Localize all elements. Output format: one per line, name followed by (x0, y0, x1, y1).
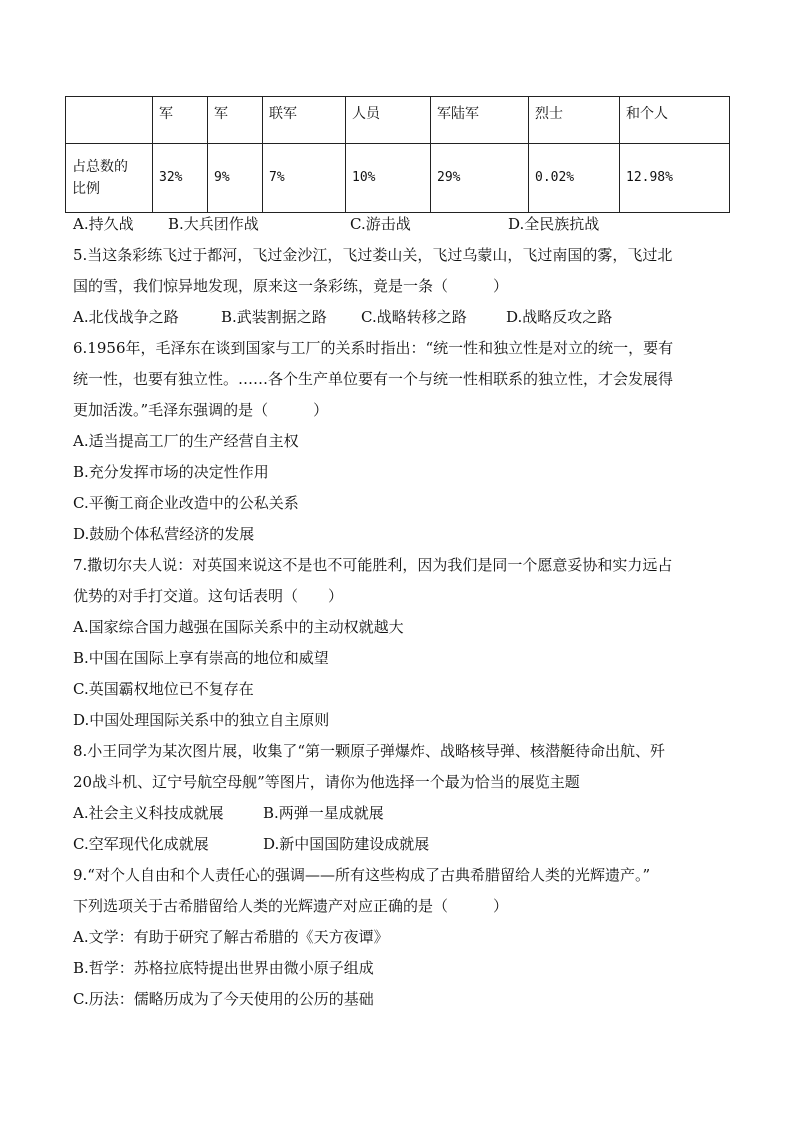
table-header-cell: 军 (208, 97, 263, 144)
option-a: A.持久战 (73, 215, 134, 233)
table-cell: 12.98% (620, 144, 730, 213)
option-b: B.大兵团作战 (168, 215, 259, 233)
q9-option-a: A.文学：有助于研究了解古希腊的《天方夜谭》 (73, 928, 389, 946)
q9-option-b: B.哲学：苏格拉底特提出世界由微小原子组成 (73, 959, 374, 977)
table-header-cell: 和个人 (620, 97, 730, 144)
q7-option-a: A.国家综合国力越强在国际关系中的主动权就越大 (73, 618, 404, 636)
q7-option-c: C.英国霸权地位已不复存在 (73, 680, 254, 698)
q6-stem-line: 统一性，也要有独立性。……各个生产单位要有一个与统一性相联系的独立性，才会发展得 (73, 370, 674, 388)
option-a: A.北伐战争之路 (73, 308, 179, 326)
row-label-line: 比例 (72, 181, 100, 197)
q8-options-row1 (73, 803, 733, 823)
q6-option-d: D.鼓励个体私营经济的发展 (73, 525, 255, 543)
table-cell: 29% (431, 144, 529, 213)
q9-stem-line: 9.“对个人自由和个人责任心的强调——所有这些构成了古典希腊留给人类的光辉遗产。” (73, 866, 651, 884)
q6-option-b: B.充分发挥市场的决定性作用 (73, 463, 269, 481)
option-d: D.全民族抗战 (508, 215, 600, 233)
table-header-cell (66, 97, 153, 144)
casualty-table (65, 96, 730, 213)
option-c: C.游击战 (350, 215, 411, 233)
q8-stem-line: 20战斗机、辽宁号航空母舰”等图片，请你为他选择一个最为恰当的展览主题 (73, 773, 580, 791)
q6-stem-line: 更加活泼。”毛泽东强调的是（ ） (73, 401, 329, 419)
option-d: D.新中国国防建设成就展 (263, 835, 430, 853)
q6-option-c: C.平衡工商企业改造中的公私关系 (73, 494, 299, 512)
table-row-label (66, 144, 153, 213)
option-d: D.战略反攻之路 (506, 308, 613, 326)
table-header-cell: 军陆军 (431, 97, 529, 144)
table-cell: 0.02% (529, 144, 620, 213)
q5-options (73, 307, 733, 327)
q7-stem-line: 7.撒切尔夫人说：对英国来说这不是也不可能胜利，因为我们是同一个愿意妥协和实力远占 (73, 556, 673, 574)
option-a: A.社会主义科技成就展 (73, 804, 224, 822)
option-b: B.武装割据之路 (221, 308, 327, 326)
q7-stem-line: 优势的对手打交道。这句话表明（ ） (73, 587, 344, 605)
table-header-cell: 烈士 (529, 97, 620, 144)
table-header-cell: 军 (153, 97, 208, 144)
option-b: B.两弹一星成就展 (263, 804, 384, 822)
table-cell: 9% (208, 144, 263, 213)
table-cell: 32% (153, 144, 208, 213)
table-header-cell: 联军 (263, 97, 346, 144)
q5-stem-line: 5.当这条彩练飞过于都河，飞过金沙江，飞过娄山关，飞过乌蒙山，飞过南国的雾，飞过北 (73, 246, 673, 264)
q4-options (73, 214, 733, 234)
q8-options-row2 (73, 834, 733, 854)
q7-option-b: B.中国在国际上享有崇高的地位和威望 (73, 649, 329, 667)
q8-stem-line: 8.小王同学为某次图片展，收集了“第一颗原子弹爆炸、战略核导弹、核潜艇待命出航、歼 (73, 742, 665, 760)
table-row (66, 144, 730, 213)
option-c: C.空军现代化成就展 (73, 835, 209, 853)
q9-stem-line: 下列选项关于古希腊留给人类的光辉遗产对应正确的是（ ） (73, 897, 509, 915)
table-cell: 10% (346, 144, 431, 213)
row-label-line: 占总数的 (72, 159, 128, 175)
q6-option-a: A.适当提高工厂的生产经营自主权 (73, 432, 299, 450)
table-header-cell: 人员 (346, 97, 431, 144)
q5-stem-line: 国的雪，我们惊异地发现，原来这一条彩练，竟是一条（ ） (73, 277, 509, 295)
q9-option-c: C.历法：儒略历成为了今天使用的公历的基础 (73, 990, 374, 1008)
option-c: C.战略转移之路 (361, 308, 467, 326)
q6-stem-line: 6.1956年，毛泽东在谈到国家与工厂的关系时指出：“统一性和独立性是对立的统一，要有 (73, 339, 674, 357)
table-header-row (66, 97, 730, 144)
q7-option-d: D.中国处理国际关系中的独立自主原则 (73, 711, 330, 729)
table-cell: 7% (263, 144, 346, 213)
